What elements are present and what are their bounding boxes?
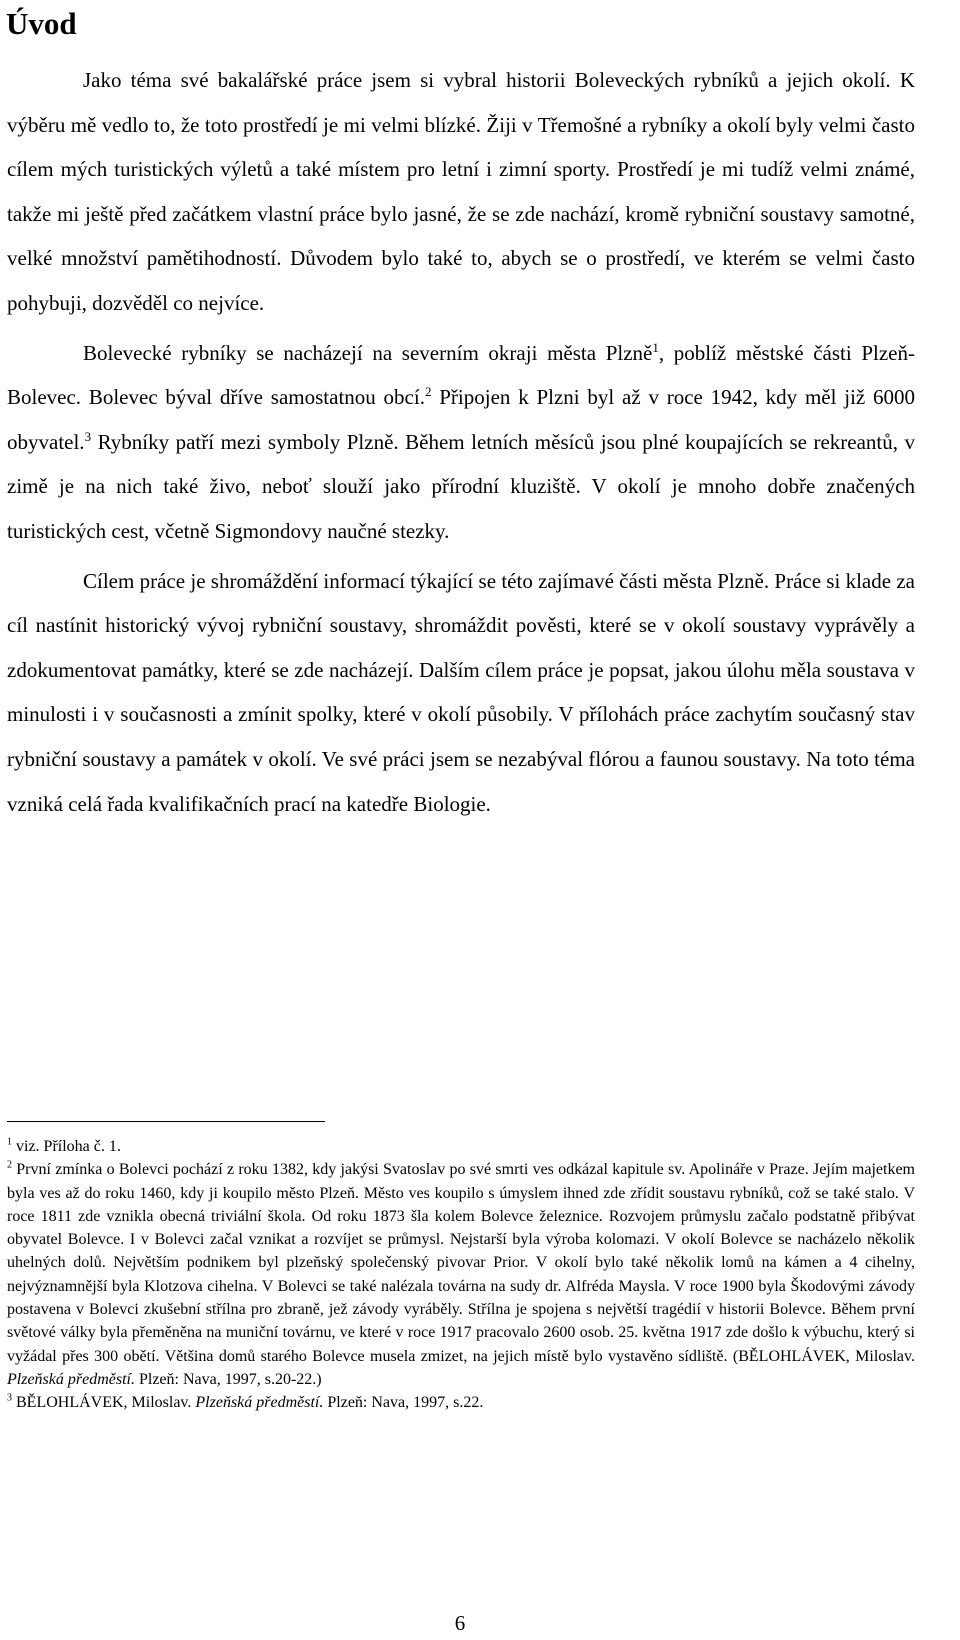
footnote-2-book-title: Plzeňská předměstí. [7,1370,135,1388]
footnote-ref-3[interactable]: 3 [84,428,92,444]
paragraph-3: Cílem práce je shromáždění informací týkající se této zajímavé části města Plzně. Práce si klade za cíl nastínit historický vývoj rybniční soustavy, shromáždit pověsti, které se v okolí soustavy vyprávěly a zdokumentovat památky, které se zde nacházejí. Dalším cílem práce je popsat, jakou úlohu měla soustava v minulosti i v současnosti a zmínit spolky, které v okolí působily. V přílohách práce zachytím současný stav rybniční soustavy a památek v okolí. Ve své práci jsem se nezabýval flórou a faunou soustavy. Na toto téma vzniká celá řada kvalifikačních prací na katedře Biologie. [7,568,915,816]
paragraph-2-part-d: Rybníky patří mezi symboly Plzně. Během letních měsíců jsou plné koupajících se rekreantů, v zimě je na nich také živo, neboť slouží jako přírodní kluziště. V okolí je mnoho dobře značených turistických cest, včetně Sigmondovy naučné stezky. [7,429,915,543]
footnote-3 [7,1391,915,1414]
footnote-ref-1[interactable]: 1 [652,339,659,355]
footnote-1 [7,1135,915,1158]
footnote-3-author: BĚLOHLÁVEK, Miloslav. [12,1394,196,1412]
page-number: 6 [454,1611,466,1635]
footnote-1-number: 1 [7,1136,12,1148]
footnote-2-number: 2 [7,1159,12,1171]
footnote-separator [7,1121,325,1122]
footnote-ref-2[interactable]: 2 [424,384,432,400]
paragraph-1: Jako téma své bakalářské práce jsem si vybral historii Boleveckých rybníků a jejich okolí. K výběru mě vedlo to, že toto prostředí je mi velmi blízké. Žiji v Třemošné a rybníky a okolí byly velmi často cílem mých turistických výletů a také místem pro letní i zimní sporty. Prostředí je mi tudíž velmi známé, takže mi ještě před začátkem vlastní práce bylo jasné, že se zde nachází, kromě rybniční soustavy samotné, velké množství pamětihodností. Důvodem bylo také to, abych se o prostředí, ve kterém se velmi často pohybuji, dozvěděl co nejvíce. [7,68,915,315]
body-text [7,58,915,826]
footnote-3-number: 3 [7,1392,12,1404]
footnote-3-book-title: Plzeňská předměstí. [195,1394,324,1412]
paragraph-2 [7,331,915,554]
footnote-2 [7,1158,915,1391]
footnotes [7,1135,915,1415]
paragraph-2-part-b: , poblíž městské části Plzeň-Bolevec. Bolevec býval dříve samostatnou obcí. [7,340,915,410]
footnote-2-publisher: Plzeň: Nava, 1997, s.20-22.) [134,1370,322,1388]
footnote-3-publisher: Plzeň: Nava, 1997, s.22. [323,1394,484,1412]
footnote-2-text: První zmínka o Bolevci pochází z roku 1382, kdy jakýsi Svatoslav po své smrti ves odkázal kapitule sv. Apolináře v Praze. Jejím majetkem byla ves až do roku 1460, kdy ji koupilo město Plzeň. Město ves koupilo s úmyslem ihned zde zřídit soustavu rybníků, což se také stalo. V roce 1811 zde vznikla obecná triviální škola. Od roku 1873 šla kolem Bolevce železnice. Rozvojem průmyslu začalo podstatně přibývat obyvatel Bolevce. I v Bolevci začal vznikat a rozvíjet se průmysl. Nejstarší byla výroba kolomazi. V okolí Bolevce se nacházelo několik uhelných dolů. Největším podnikem byl plzeňský společenský pivovar Prior. V okolí bylo také několik lomů na kámen a 4 cihelny, nejvýznamnější byla Klotzova cihelna. V Bolevci se také nalézala továrna na sudy dr. Alfréda Maysla. V roce 1900 byla Škodovými závody postavena v Bolevci zkušební střílna pro zbraně, jež závody vyráběly. Střílna je spojena s největší tragédií v historii Bolevce. Během první světové války byla přeměněna na muniční továrnu, ve které v roce 1917 pracovalo 2600 osob. 25. května 1917 zde došlo k výbuchu, který si vyžádal přes 300 obětí. Většina domů starého Bolevce musela zmizet, na jejich místě bylo vystavěno sídliště. (BĚLOHLÁVEK, Miloslav. [7,1161,915,1365]
paragraph-2-part-a: Bolevecké rybníky se nacházejí na severním okraji města Plzně [83,340,653,365]
footnote-1-text: viz. Příloha č. 1. [12,1138,121,1155]
page-heading: Úvod [6,6,77,41]
paragraph-2-part-c: Připojen k Plzni byl až v roce 1942, kdy měl již 6000 obyvatel. [7,385,916,454]
